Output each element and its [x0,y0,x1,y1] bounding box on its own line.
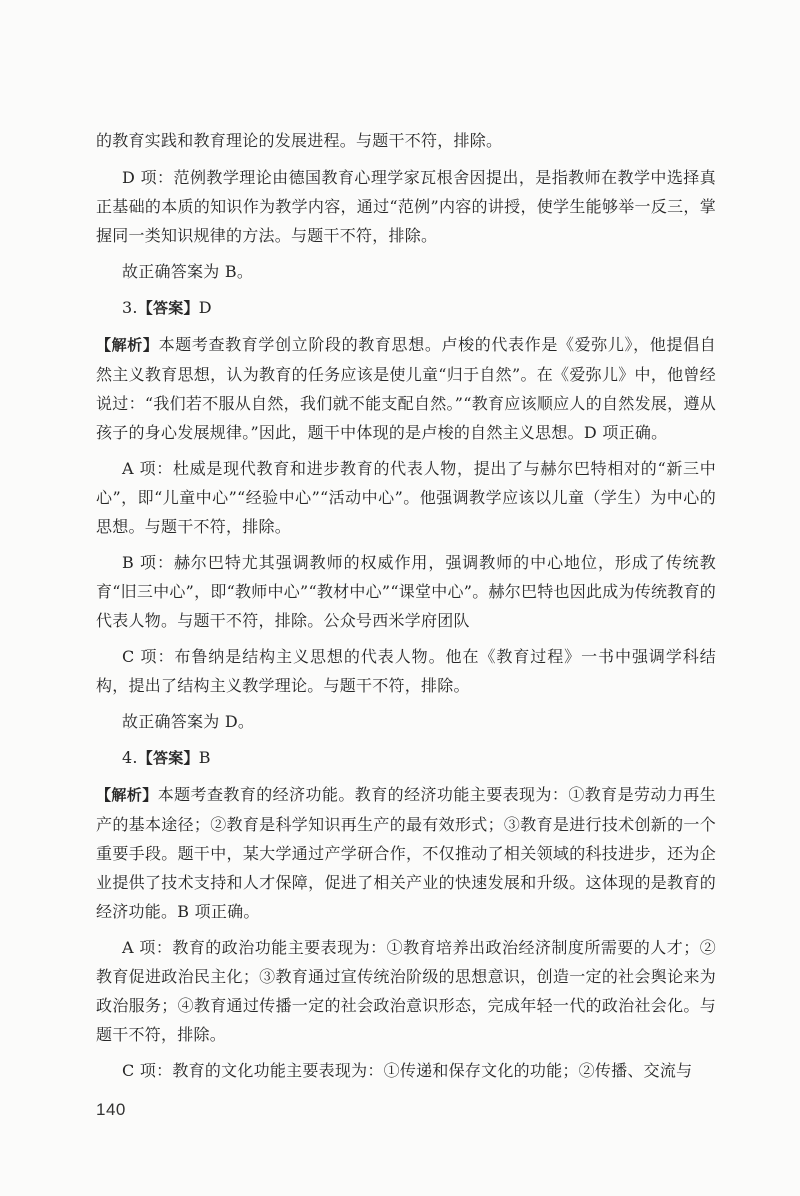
paragraph-option-a-explanation: A 项：杜威是现代教育和进步教育的代表人物，提出了与赫尔巴特相对的“新三中心”，即“儿童中心”“经验中心”“活动中心”。他强调教学应该以儿童（学生）为中心的思想。与题干不符，排除。 [96,459,716,536]
analysis-label: 【解析】 [96,336,159,354]
paragraph-correct-answer-d: 故正确答案为 D。 [122,712,255,731]
question-4-answer [96,743,716,773]
answer-value: B [198,748,211,767]
analysis-text: 本题考查教育的经济功能。教育的经济功能主要表现为：①教育是劳动力再生产的基本途径；②教育是科学知识再生产的最有效形式；③教育是进行技术创新的一个重要手段。题干中，某大学通过产学研合作，不仅推动了相关领域的科技进步，还为企业提供了技术支持和人才保障，促进了相关产业的快速发展和升级。这体现的是教育的经济功能。B 项正确。 [96,785,716,921]
paragraph-continuation: 的教育实践和教育理论的发展进程。与题干不符，排除。 [96,131,503,150]
analysis-text: 本题考查教育学创立阶段的教育思想。卢梭的代表作是《爱弥儿》，他提倡自然主义教育思想，认为教育的任务应该是使儿童“归于自然”。在《爱弥儿》中，他曾经说过：“我们若不服从自然，我们就不能支配自然。”“教育应该顺应人的自然发展，遵从孩子的身心发展规律。”因此，题干中体现的是卢梭的自然主义思想。D 项正确。 [96,335,716,442]
paragraph-option-a-political-function: A 项：教育的政治功能主要表现为：①教育培养出政治经济制度所需要的人才；②教育促进政治民主化；③教育通过宣传统治阶级的思想意识，创造一定的社会舆论来为政治服务；④教育通过传播一定的社会政治意识形态，完成年轻一代的政治社会化。与题干不符，排除。 [96,938,716,1044]
answer-label: 【答案】 [137,299,199,317]
question-number: 4. [122,748,138,767]
page-number: 140 [96,1100,126,1119]
paragraph-option-c-explanation: C 项：布鲁纳是结构主义思想的代表人物。他在《教育过程》一书中强调学科结构，提出了结构主义教学理论。与题干不符，排除。 [96,647,716,695]
question-4-analysis [96,780,716,926]
paragraph-correct-answer-b: 故正确答案为 B。 [122,262,254,281]
page-body [96,126,716,1085]
question-number: 3. [122,298,138,317]
analysis-label: 【解析】 [96,786,158,804]
paragraph-option-b-explanation: B 项：赫尔巴特尤其强调教师的权威作用，强调教师的中心地位，形成了传统教育“旧三中心”，即“教师中心”“教材中心”“课堂中心”。赫尔巴特也因此成为传统教育的代表人物。与题干不符，排除。公众号西米学府团队 [96,553,716,630]
answer-label: 【答案】 [137,749,199,767]
answer-value: D [198,298,212,317]
question-3-answer [96,293,716,323]
paragraph-option-c-cultural-function: C 项：教育的文化功能主要表现为：①传递和保存文化的功能；②传播、交流与 [122,1061,693,1080]
question-3-analysis [96,330,716,447]
paragraph-option-d-explanation: D 项：范例教学理论由德国教育心理学家瓦根舍因提出，是指教师在教学中选择真正基础的本质的知识作为教学内容，通过“范例”内容的讲授，使学生能够举一反三，掌握同一类知识规律的方法。与题干不符，排除。 [96,168,716,245]
